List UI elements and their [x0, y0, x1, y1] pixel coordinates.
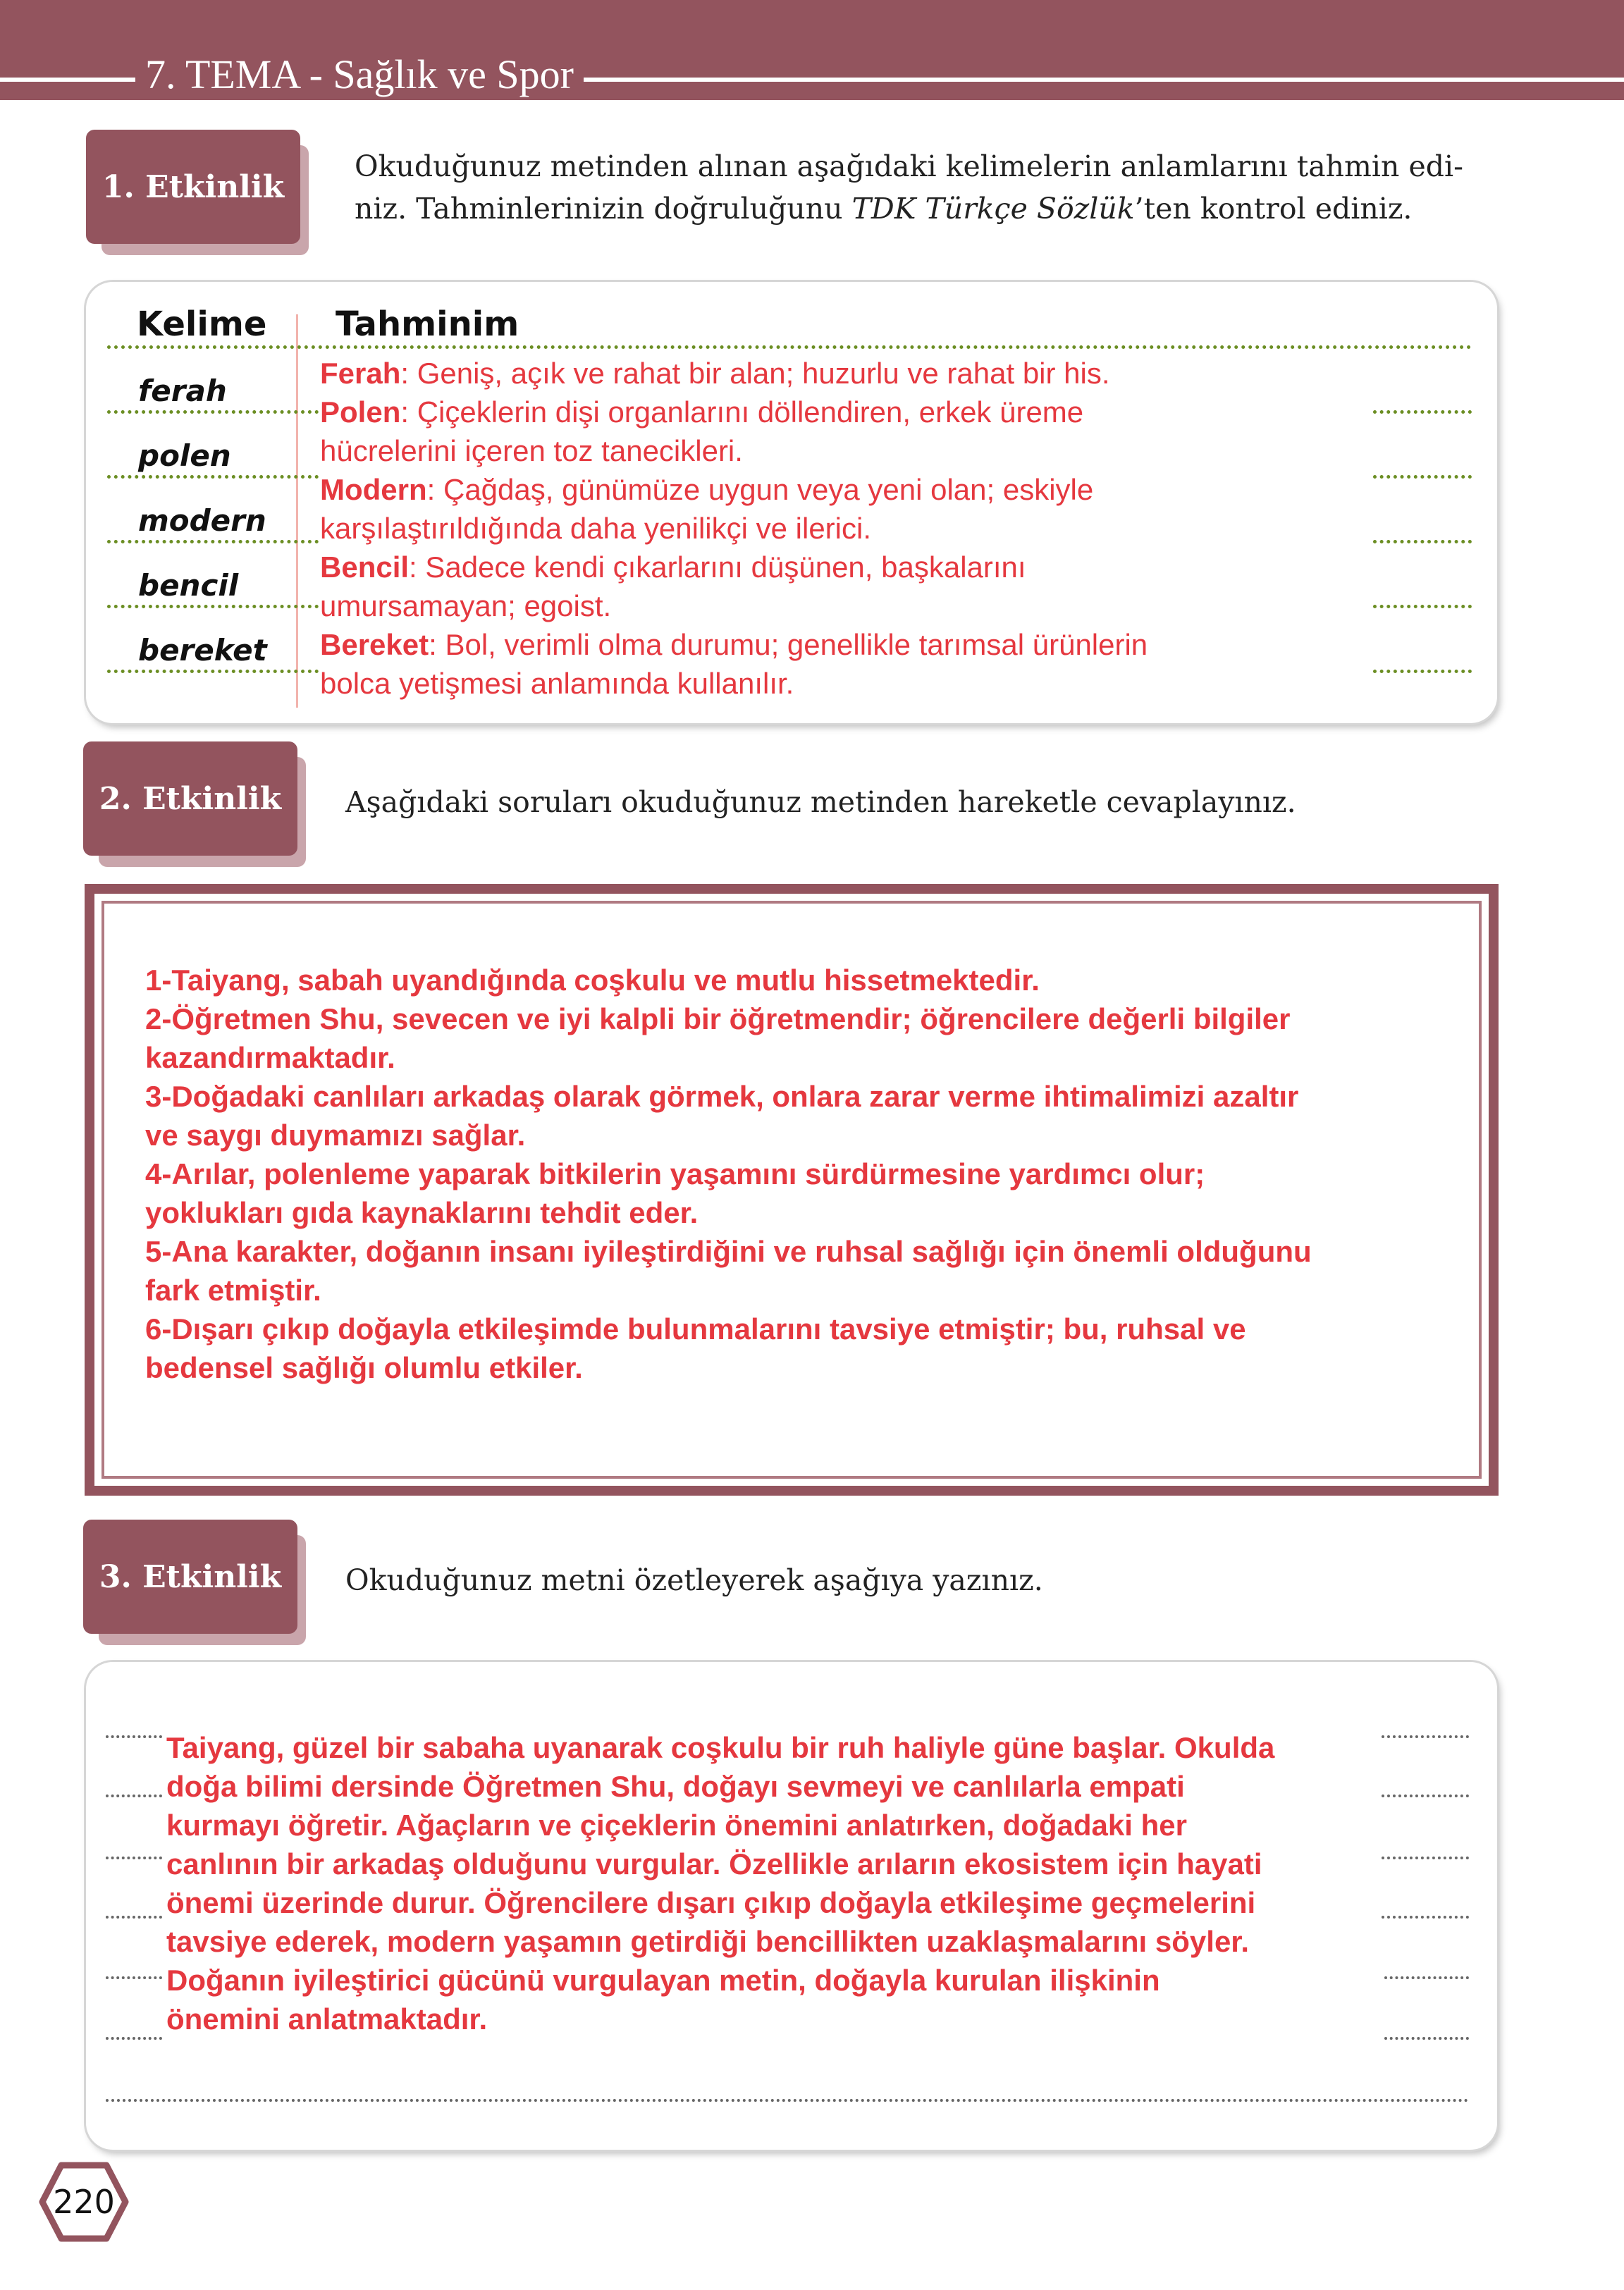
activity-3-badge — [83, 1520, 309, 1646]
writing-line — [106, 2037, 162, 2040]
summary-line: tavsiye ederek, modern yaşamın getirdiği bencillikten uzaklaşmalarını söyler. — [166, 1925, 1249, 1958]
definition-text: : Bol, verimli olma durumu; genellikle tarımsal ürünlerin — [429, 628, 1148, 661]
header-rule-right — [584, 78, 1624, 82]
column-separator — [296, 314, 298, 708]
answers-list — [145, 961, 1449, 1387]
definition-text: : Çiçeklerin dişi organlarını döllendiren, erkek üreme — [400, 395, 1084, 429]
writing-line — [106, 2099, 1469, 2102]
activity-1-badge — [86, 130, 312, 257]
page-number: 220 — [53, 2183, 115, 2221]
activity-2-instruction: Aşağıdaki soruları okuduğunuz metinden hareketle cevaplayınız. — [345, 785, 1296, 819]
definition-term: Ferah — [320, 357, 401, 390]
definition-line — [320, 393, 1377, 431]
summary-line: önemini anlatmaktadır. — [166, 2002, 488, 2036]
answer-line: fark etmiştir. — [145, 1274, 321, 1307]
activity-2-badge — [83, 741, 309, 868]
definition-line — [320, 354, 1377, 393]
definition-line — [320, 470, 1377, 509]
instruction-line-2 — [355, 187, 1496, 230]
summary-line: Doğanın iyileştirici gücünü vurgulayan metin, doğayla kurulan ilişkinin — [166, 1964, 1160, 1997]
answer-line: yoklukları gıda kaynaklarını tehdit eder. — [145, 1196, 699, 1229]
writing-line — [106, 1916, 162, 1919]
definition-text: : Sadece kendi çıkarlarını düşünen, başkalarını — [409, 550, 1026, 584]
vocab-word: bencil — [138, 568, 239, 603]
writing-line — [106, 1976, 162, 1979]
summary-line: kurmayı öğretir. Ağaçların ve çiçeklerin önemini anlatırken, doğadaki her — [166, 1809, 1187, 1842]
instruction-text: niz. Tahminlerinizin doğruluğunu — [355, 192, 852, 226]
vocab-word: modern — [138, 503, 266, 538]
definitions — [320, 354, 1377, 703]
answer-line — [107, 475, 319, 479]
theme-title: 7. TEMA - Sağlık ve Spor — [145, 51, 574, 97]
writing-line — [106, 1857, 162, 1859]
summary-line: Taiyang, güzel bir sabaha uyanarak coşkulu bir ruh haliyle güne başlar. Okulda — [166, 1731, 1275, 1764]
instruction-line-1: Okuduğunuz metinden alınan aşağıdaki kelimelerin anlamlarını tahmin edi- — [355, 149, 1463, 183]
answer-line: 5-Ana karakter, doğanın insanı iyileştirdiğini ve ruhsal sağlığı için önemli olduğunu — [145, 1235, 1312, 1268]
answer-line: 6-Dışarı çıkıp doğayla etkileşimde bulunmalarını tavsiye etmiştir; bu, ruhsal ve — [145, 1312, 1246, 1346]
answer-line — [107, 540, 319, 543]
header-rule-left — [0, 78, 135, 82]
answer-line: bedensel sağlığı olumlu etkiler. — [145, 1351, 583, 1384]
definition-line: umursamayan; egoist. — [320, 589, 612, 622]
activity-3-instruction: Okuduğunuz metni özetleyerek aşağıya yazınız. — [345, 1563, 1043, 1597]
dictionary-name: TDK Türkçe Sözlük — [851, 192, 1135, 226]
writing-line — [106, 1795, 162, 1797]
answer-line — [107, 410, 319, 414]
vocab-word: ferah — [138, 374, 227, 408]
activity-3-label: 3. Etkinlik — [83, 1520, 297, 1634]
definition-text: : Geniş, açık ve rahat bir alan; huzurlu ve rahat bir his. — [400, 357, 1110, 390]
answer-line — [107, 605, 319, 608]
definition-text: : Çağdaş, günümüze uygun veya yeni olan; eskiyle — [426, 473, 1094, 506]
definition-term: Modern — [320, 473, 427, 506]
activity-2-label: 2. Etkinlik — [83, 741, 297, 856]
answer-line — [1373, 475, 1472, 479]
writing-line — [106, 1735, 162, 1738]
summary-text — [166, 1728, 1435, 2038]
activity-1-label: 1. Etkinlik — [86, 130, 300, 244]
vocab-word: bereket — [138, 633, 267, 667]
answer-line — [1373, 540, 1472, 543]
answer-line: 1-Taiyang, sabah uyandığında coşkulu ve mutlu hissetmektedir. — [145, 964, 1040, 997]
column-header-word: Kelime — [137, 304, 267, 344]
answer-line: 3-Doğadaki canlıları arkadaş olarak görmek, onlara zarar verme ihtimalimizi azaltır — [145, 1080, 1299, 1113]
answer-line: ve saygı duymamızı sağlar. — [145, 1119, 526, 1152]
answer-line — [1373, 670, 1472, 673]
summary-line: canlının bir arkadaş olduğunu vurgular. Özellikle arıların ekosistem için hayati — [166, 1847, 1262, 1880]
vocab-word: polen — [138, 438, 231, 473]
definition-line: bolca yetişmesi anlamında kullanılır. — [320, 667, 794, 700]
definition-line: karşılaştırıldığında daha yenilikçi ve ilerici. — [320, 512, 872, 545]
column-header-guess: Tahminim — [336, 304, 519, 344]
answer-line — [107, 345, 1472, 349]
answer-line: 2-Öğretmen Shu, sevecen ve iyi kalpli bir öğretmendir; öğrencilere değerli bilgiler — [145, 1002, 1291, 1035]
answer-line — [107, 670, 319, 673]
definition-term: Bereket — [320, 628, 429, 661]
answer-line: 4-Arılar, polenleme yaparak bitkilerin yaşamını sürdürmesine yardımcı olur; — [145, 1157, 1205, 1190]
summary-line: doğa bilimi dersinde Öğretmen Shu, doğayı sevmeyi ve canlılarla empati — [166, 1770, 1185, 1803]
answer-line: kazandırmaktadır. — [145, 1041, 395, 1074]
answer-line — [1373, 605, 1472, 608]
answer-line — [1373, 410, 1472, 414]
activity-1-instruction — [355, 145, 1496, 230]
summary-line: önemi üzerinde durur. Öğrencilere dışarı çıkıp doğayla etkileşime geçmelerini — [166, 1886, 1256, 1919]
instruction-text: ’ten kontrol ediniz. — [1134, 192, 1413, 226]
definition-term: Bencil — [320, 550, 410, 584]
definition-term: Polen — [320, 395, 401, 429]
definition-line — [320, 548, 1377, 586]
definition-line: hücrelerini içeren toz tanecikleri. — [320, 434, 743, 467]
definition-line — [320, 625, 1377, 664]
